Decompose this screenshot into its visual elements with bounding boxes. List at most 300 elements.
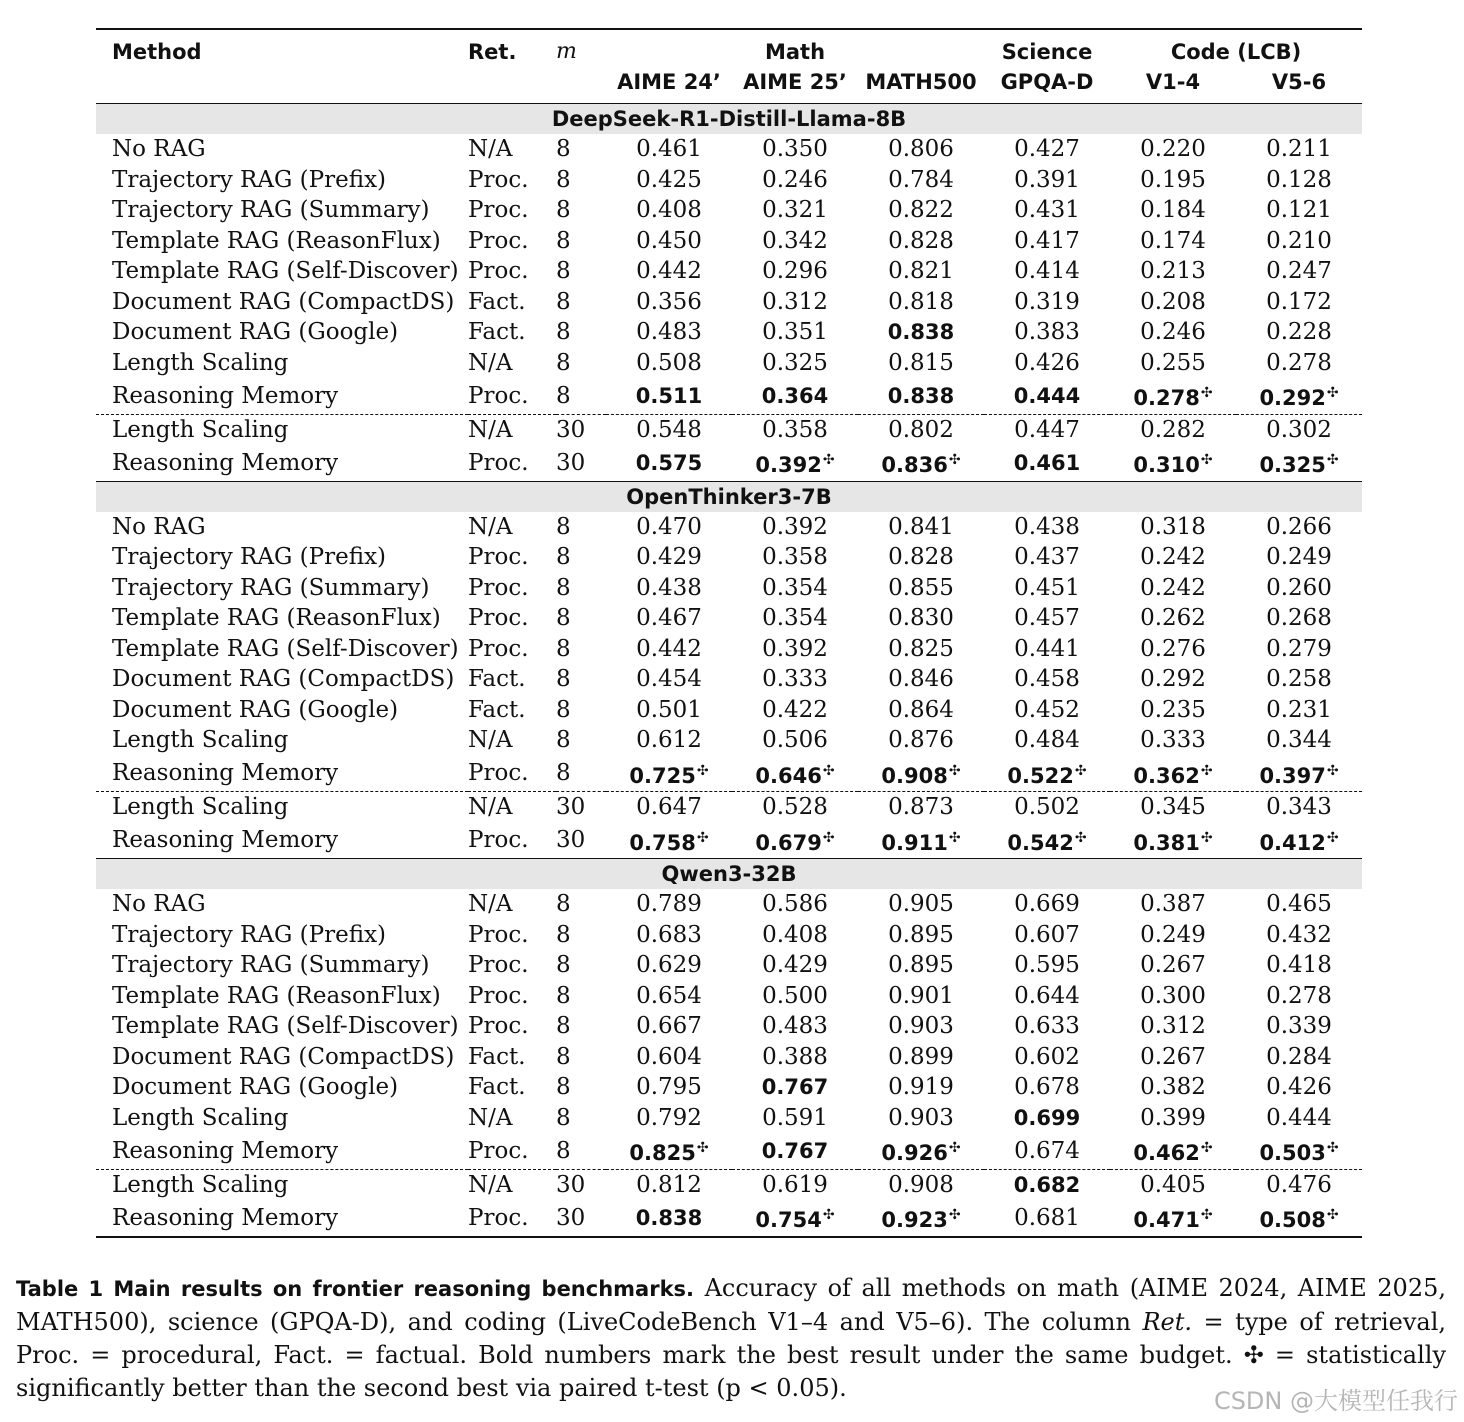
cell-method: Trajectory RAG (Summary) (112, 197, 430, 223)
value-text: 0.387 (1140, 891, 1206, 917)
cell-value (858, 792, 984, 823)
value-text: 0.172 (1266, 288, 1332, 315)
cell-ret: N/A (468, 513, 513, 540)
table-row (96, 981, 1362, 1012)
value-text: 0.333 (762, 666, 828, 692)
cell-value (1236, 542, 1362, 573)
cell-value (732, 920, 858, 951)
significance-marker: ✣ (1200, 1140, 1213, 1156)
value-text: 0.873 (888, 794, 954, 820)
cell-m: 8 (556, 1137, 571, 1164)
cell-value (984, 756, 1110, 792)
value-text: 0.429 (636, 544, 702, 570)
value-text: 0.699 (1013, 1105, 1081, 1130)
table-row (96, 512, 1362, 543)
table-row (96, 287, 1362, 318)
cell-m: 8 (556, 1104, 571, 1131)
cell-value (984, 950, 1110, 981)
table-row (96, 195, 1362, 226)
cell-value (1110, 414, 1236, 445)
significance-marker: ✣ (1326, 385, 1339, 401)
cell-method: Document RAG (Google) (112, 696, 399, 723)
value-text: 0.258 (1266, 666, 1332, 692)
value-text: 0.836 (881, 453, 948, 477)
value-text: 0.292 (1259, 386, 1326, 410)
value-text: 0.444 (1013, 383, 1081, 408)
value-text: 0.450 (636, 227, 702, 254)
value-text: 0.461 (636, 136, 702, 162)
value-text: 0.586 (762, 891, 828, 917)
value-text: 0.442 (636, 635, 702, 662)
cell-method: Reasoning Memory (112, 1204, 339, 1231)
value-text: 0.438 (636, 574, 702, 601)
cell-ret: Proc. (468, 166, 529, 193)
cell-value (984, 1133, 1110, 1169)
cell-value (1110, 725, 1236, 756)
cell-method: Trajectory RAG (Prefix) (112, 166, 387, 193)
significance-marker: ✣ (948, 829, 961, 846)
cell-method: Template RAG (Self-Discover) (112, 258, 459, 284)
value-text: 0.354 (762, 574, 828, 601)
cell-ret: Fact. (468, 696, 526, 723)
cell-value (1236, 573, 1362, 604)
cell-m: 30 (556, 827, 586, 853)
cell-value (1110, 920, 1236, 951)
table-row (96, 889, 1362, 920)
cell-value (858, 256, 984, 287)
significance-marker: ✣ (948, 1140, 961, 1156)
significance-marker: ✣ (696, 829, 709, 846)
cell-value (606, 542, 732, 573)
cell-method: No RAG (112, 136, 206, 162)
cell-value (1236, 1011, 1362, 1042)
table-row (96, 165, 1362, 196)
value-text: 0.414 (1014, 258, 1080, 284)
value-text: 0.647 (636, 794, 702, 820)
cell-ret: Proc. (468, 982, 529, 1009)
header-col-aime24: AIME 24’ (617, 70, 721, 94)
value-text: 0.392 (762, 635, 828, 662)
table-row (96, 823, 1362, 859)
value-text: 0.633 (1014, 1013, 1080, 1039)
value-text: 0.821 (888, 258, 954, 284)
cell-value (1110, 792, 1236, 823)
cell-m: 8 (556, 136, 571, 162)
cell-method: Length Scaling (112, 1104, 289, 1131)
value-text: 0.828 (888, 544, 954, 570)
cell-m: 30 (556, 1169, 606, 1200)
cell-value (1110, 134, 1236, 165)
value-text: 0.806 (888, 136, 954, 162)
table-row (96, 542, 1362, 573)
value-text: 0.300 (1140, 982, 1206, 1009)
cell-value (984, 512, 1110, 543)
cell-method: Trajectory RAG (Prefix) (112, 544, 387, 570)
cell-value (1110, 981, 1236, 1012)
cell-m: 8 (556, 544, 571, 570)
cell-ret: Fact. (468, 319, 526, 345)
value-text: 0.354 (762, 605, 828, 631)
header-code-group: Code (LCB) (1170, 39, 1302, 64)
cell-value (1236, 317, 1362, 348)
significance-marker: ✣ (1326, 1207, 1339, 1223)
cell-ret: Fact. (468, 666, 526, 692)
value-text: 0.470 (636, 513, 702, 540)
cell-value (984, 134, 1110, 165)
value-text: 0.208 (1140, 288, 1206, 315)
header-col-math500: MATH500 (865, 70, 977, 94)
cell-method: Length Scaling (96, 792, 468, 823)
cell-method: Length Scaling (112, 727, 289, 753)
cell-value (858, 165, 984, 196)
cell-value (1236, 414, 1362, 445)
cell-ret: Proc. (468, 605, 529, 631)
cell-value (606, 1200, 732, 1237)
value-text: 0.508 (636, 349, 702, 376)
table-row (96, 603, 1362, 634)
cell-value (858, 573, 984, 604)
significance-marker: ✣ (1326, 829, 1339, 846)
cell-m: 8 (556, 288, 571, 315)
value-text: 0.542 (1007, 830, 1074, 855)
value-text: 0.838 (887, 320, 955, 344)
cell-m: 8 (556, 513, 571, 540)
cell-value (732, 792, 858, 823)
cell-value (1110, 1072, 1236, 1103)
value-text: 0.457 (1014, 605, 1080, 631)
value-text: 0.458 (1014, 666, 1080, 692)
cell-value (732, 542, 858, 573)
cell-value (606, 134, 732, 165)
cell-method: Reasoning Memory (112, 760, 339, 786)
cell-value (1236, 725, 1362, 756)
cell-m: 8 (556, 227, 571, 254)
cell-value (606, 256, 732, 287)
cell-value (1110, 823, 1236, 859)
value-text: 0.646 (755, 763, 822, 788)
table-row (96, 1072, 1362, 1103)
value-text: 0.812 (636, 1171, 702, 1198)
table-row (96, 1133, 1362, 1169)
value-text: 0.339 (1266, 1013, 1332, 1039)
value-text: 0.358 (762, 544, 828, 570)
header-col-v56: V5-6 (1271, 70, 1327, 94)
cell-value (984, 1103, 1110, 1134)
cell-ret: Proc. (468, 1013, 529, 1039)
header-ret: Ret. (468, 39, 517, 64)
cell-ret: N/A (468, 891, 513, 917)
cell-value (858, 134, 984, 165)
cell-value (1110, 195, 1236, 226)
cell-value (1236, 634, 1362, 665)
cell-value (1236, 889, 1362, 920)
value-text: 0.399 (1140, 1104, 1206, 1131)
value-text: 0.235 (1140, 696, 1206, 723)
cell-value (858, 889, 984, 920)
value-text: 0.471 (1133, 1208, 1200, 1232)
cell-ret: N/A (468, 792, 556, 823)
cell-value (1110, 378, 1236, 414)
value-text: 0.511 (635, 383, 703, 408)
table-row (96, 1200, 1362, 1237)
value-text: 0.388 (762, 1043, 828, 1070)
cell-ret: Proc. (468, 382, 529, 409)
cell-value (984, 920, 1110, 951)
cell-method: Reasoning Memory (112, 1137, 339, 1164)
value-text: 0.758 (629, 830, 696, 855)
header-math-group: Math (764, 39, 826, 64)
significance-marker: ✣ (822, 1207, 835, 1223)
cell-value (858, 1042, 984, 1073)
cell-m: 30 (556, 1204, 586, 1231)
table-body (96, 104, 1362, 1237)
cell-ret: N/A (468, 136, 513, 162)
cell-value (606, 634, 732, 665)
cell-ret: Fact. (468, 1074, 526, 1100)
value-text: 0.508 (1259, 1208, 1326, 1232)
value-text: 0.276 (1140, 635, 1206, 662)
value-text: 0.278 (1266, 349, 1332, 376)
value-text: 0.437 (1014, 544, 1080, 570)
cell-method: Trajectory RAG (Prefix) (112, 921, 387, 948)
value-text: 0.318 (1140, 513, 1206, 540)
value-text: 0.483 (636, 319, 702, 345)
cell-value (858, 695, 984, 726)
cell-value (858, 950, 984, 981)
value-text: 0.792 (636, 1104, 702, 1131)
significance-marker: ✣ (696, 762, 709, 779)
cell-value (606, 226, 732, 257)
value-text: 0.228 (1266, 319, 1332, 345)
value-text: 0.425 (636, 166, 702, 193)
value-text: 0.447 (1014, 416, 1080, 443)
cell-m: 8 (556, 349, 571, 376)
cell-m: 8 (556, 1074, 571, 1100)
cell-method: Document RAG (CompactDS) (112, 288, 455, 315)
cell-value (1236, 445, 1362, 481)
table-row (96, 378, 1362, 414)
cell-m: 30 (556, 414, 606, 445)
cell-value (1236, 823, 1362, 859)
cell-value (606, 823, 732, 859)
cell-value (606, 512, 732, 543)
cell-value (1236, 1103, 1362, 1134)
cell-value (984, 1200, 1110, 1237)
value-text: 0.502 (1014, 794, 1080, 820)
value-text: 0.391 (1014, 166, 1080, 193)
cell-value (732, 573, 858, 604)
cell-value (732, 256, 858, 287)
cell-value (1236, 195, 1362, 226)
watermark: CSDN @大模型任我行 (1213, 1387, 1458, 1415)
cell-value (1236, 256, 1362, 287)
value-text: 0.426 (1014, 349, 1080, 376)
value-text: 0.432 (1266, 921, 1332, 948)
cell-value (1236, 1200, 1362, 1237)
cell-value (984, 981, 1110, 1012)
value-text: 0.604 (636, 1043, 702, 1070)
value-text: 0.325 (762, 349, 828, 376)
value-text: 0.266 (1266, 513, 1332, 540)
cell-method: Template RAG (Self-Discover) (112, 635, 459, 662)
cell-m: 8 (556, 952, 571, 978)
value-text: 0.417 (1014, 227, 1080, 254)
cell-value (732, 664, 858, 695)
value-text: 0.462 (1133, 1141, 1200, 1165)
value-text: 0.683 (636, 921, 702, 948)
value-text: 0.452 (1014, 696, 1080, 723)
cell-value (1110, 573, 1236, 604)
value-text: 0.607 (1014, 921, 1080, 948)
value-text: 0.506 (762, 727, 828, 753)
table-row (96, 792, 1362, 823)
significance-marker: ✣ (822, 829, 835, 846)
value-text: 0.654 (636, 982, 702, 1009)
cell-value (1110, 889, 1236, 920)
cell-m: 30 (556, 792, 606, 823)
header-m: m (556, 39, 577, 64)
cell-ret: Proc. (468, 635, 529, 662)
cell-ret: Proc. (468, 197, 529, 223)
cell-value (732, 226, 858, 257)
table-row (96, 920, 1362, 951)
cell-value (1236, 1072, 1362, 1103)
cell-ret: Proc. (468, 1137, 529, 1164)
cell-value (1110, 1103, 1236, 1134)
value-text: 0.612 (636, 727, 702, 753)
cell-value (984, 695, 1110, 726)
cell-m: 8 (556, 696, 571, 723)
cell-value (732, 756, 858, 792)
value-text: 0.667 (636, 1013, 702, 1039)
cell-method: Reasoning Memory (112, 827, 339, 853)
value-text: 0.427 (1014, 136, 1080, 162)
cell-method: Template RAG (ReasonFlux) (112, 605, 441, 631)
value-text: 0.767 (761, 1138, 829, 1163)
cell-m: 8 (556, 605, 571, 631)
cell-ret: N/A (468, 414, 556, 445)
value-text: 0.674 (1014, 1137, 1080, 1164)
cell-value (732, 1072, 858, 1103)
value-text: 0.278 (1133, 386, 1200, 410)
group-row (96, 104, 1362, 135)
value-text: 0.484 (1014, 727, 1080, 753)
value-text: 0.426 (1266, 1074, 1332, 1100)
cell-value (606, 792, 732, 823)
cell-method: Length Scaling (96, 1169, 468, 1200)
value-text: 0.679 (755, 830, 822, 855)
significance-marker: ✣ (1074, 762, 1087, 779)
cell-value (606, 165, 732, 196)
value-text: 0.522 (1007, 763, 1074, 788)
cell-value (984, 414, 1110, 445)
cell-value (606, 950, 732, 981)
value-text: 0.548 (636, 416, 702, 443)
cell-value (858, 195, 984, 226)
header-col-v14: V1-4 (1145, 70, 1201, 94)
cell-value (732, 823, 858, 859)
cell-value (732, 134, 858, 165)
value-text: 0.681 (1014, 1204, 1080, 1231)
value-text: 0.220 (1140, 136, 1206, 162)
value-text: 0.815 (888, 349, 954, 376)
table-row (96, 256, 1362, 287)
value-text: 0.321 (762, 197, 828, 223)
value-text: 0.825 (629, 1141, 696, 1165)
value-text: 0.903 (888, 1104, 954, 1131)
value-text: 0.725 (629, 763, 696, 788)
cell-value (1110, 1169, 1236, 1200)
value-text: 0.575 (635, 450, 703, 475)
cell-ret: Proc. (468, 258, 529, 284)
value-text: 0.184 (1140, 197, 1206, 223)
cell-value (606, 445, 732, 481)
results-table (96, 28, 1362, 1238)
cell-ret: Proc. (468, 921, 529, 948)
value-text: 0.246 (1140, 319, 1206, 345)
cell-value (606, 695, 732, 726)
value-text: 0.431 (1014, 197, 1080, 223)
cell-value (984, 823, 1110, 859)
cell-value (1236, 134, 1362, 165)
value-text: 0.292 (1140, 666, 1206, 692)
value-text: 0.784 (888, 166, 954, 193)
value-text: 0.444 (1266, 1104, 1332, 1131)
cell-value (984, 1042, 1110, 1073)
table-row (96, 950, 1362, 981)
group-model-name: Qwen3-32B (96, 859, 1362, 890)
cell-value (1236, 1042, 1362, 1073)
value-text: 0.619 (762, 1171, 828, 1198)
cell-method: Trajectory RAG (Summary) (112, 574, 430, 601)
cell-value (858, 756, 984, 792)
cell-value (858, 512, 984, 543)
value-text: 0.441 (1014, 635, 1080, 662)
value-text: 0.405 (1140, 1171, 1206, 1198)
table-row (96, 725, 1362, 756)
cell-value (732, 981, 858, 1012)
cell-value (858, 542, 984, 573)
value-text: 0.418 (1266, 952, 1332, 978)
cell-value (1236, 664, 1362, 695)
value-text: 0.121 (1266, 197, 1332, 223)
cell-value (1110, 1042, 1236, 1073)
value-text: 0.342 (762, 227, 828, 254)
cell-value (732, 195, 858, 226)
cell-method: No RAG (112, 513, 206, 540)
value-text: 0.908 (881, 763, 948, 788)
value-text: 0.678 (1014, 1074, 1080, 1100)
cell-method: Length Scaling (112, 349, 289, 376)
cell-value (858, 603, 984, 634)
value-text: 0.211 (1266, 136, 1332, 162)
cell-value (1110, 348, 1236, 379)
value-text: 0.644 (1014, 982, 1080, 1009)
cell-ret: Fact. (468, 1043, 526, 1070)
cell-value (732, 378, 858, 414)
cell-value (606, 1103, 732, 1134)
cell-value (858, 823, 984, 859)
significance-marker: ✣ (948, 1207, 961, 1223)
cell-value (606, 348, 732, 379)
cell-value (984, 634, 1110, 665)
value-text: 0.899 (888, 1043, 954, 1070)
value-text: 0.864 (888, 696, 954, 723)
cell-method: Reasoning Memory (112, 449, 339, 476)
cell-method: Document RAG (CompactDS) (112, 666, 455, 692)
cell-value (732, 725, 858, 756)
cell-value (984, 1011, 1110, 1042)
